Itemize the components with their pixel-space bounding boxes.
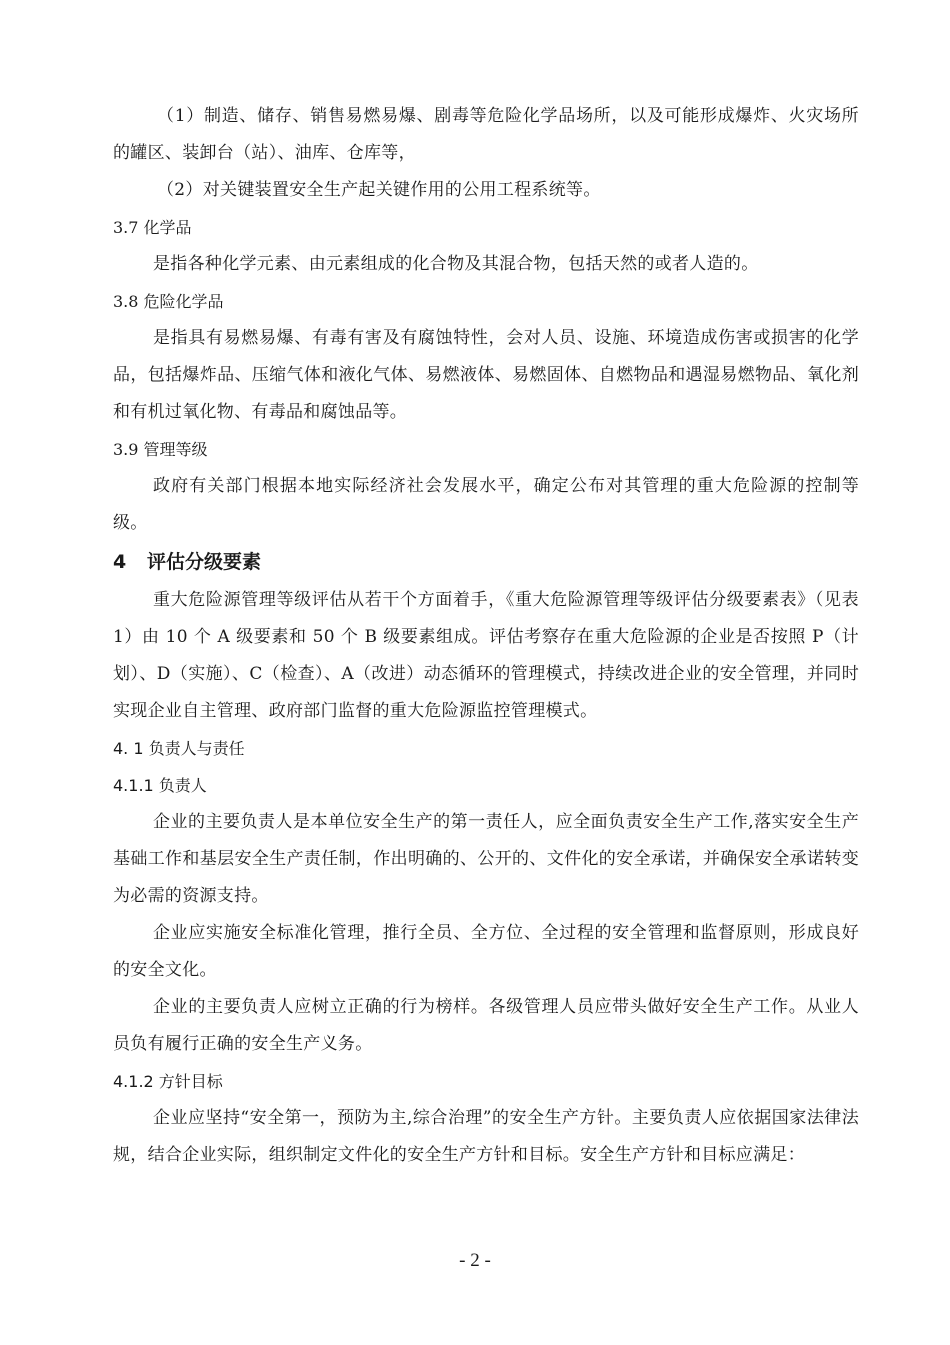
section-3-8-paragraph: 是指具有易燃易爆、有毒有害及有腐蚀特性，会对人员、设施、环境造成伤害或损害的化学品，包括爆炸品、压缩气体和液化气体、易燃液体、易燃固体、自燃物品和遇湿易燃物品、氧化剂和有机过氧化物、有毒品和腐蚀品等。 xyxy=(113,328,859,422)
section-4-1-1-paragraph-3: 企业的主要负责人应树立正确的行为榜样。各级管理人员应带头做好安全生产工作。从业人员负有履行正确的安全生产义务。 xyxy=(113,997,859,1054)
section-4-paragraph: 重大危险源管理等级评估从若干个方面着手，《重大危险源管理等级评估分级要素表》（见表 1）由 10 个 A 级要素和 50 个 B 级要素组成。评估考察存在重大危险源的企业是否按照 P（计划）、D（实施）、C（检查）、A（改进）动态循环的管理模式，持续改进企业的安全管理，并同时实现企业自主管理、政府部门监督的重大危险源监控管理模式。 xyxy=(113,590,859,721)
section-4-number: 4 xyxy=(113,551,127,573)
section-4-1-1-paragraph-2: 企业应实施安全标准化管理，推行全员、全方位、全过程的安全管理和监督原则，形成良好的安全文化。 xyxy=(113,923,859,980)
list-item-1: （1）制造、储存、销售易燃易爆、剧毒等危险化学品场所，以及可能形成爆炸、火灾场所的罐区、装卸台（站）、油库、仓库等， xyxy=(113,106,859,163)
section-3-9-heading: 3.9 管理等级 xyxy=(113,440,208,459)
section-3-7-heading: 3.7 化学品 xyxy=(113,218,192,237)
section-4-1-2-heading: 4.1.2 方针目标 xyxy=(113,1072,223,1091)
section-4-heading xyxy=(113,542,859,582)
section-4-title: 评估分级要素 xyxy=(147,551,262,573)
section-4-1-1-heading: 4.1.1 负责人 xyxy=(113,776,207,795)
section-3-8-heading: 3.8 危险化学品 xyxy=(113,292,224,311)
document-body xyxy=(113,98,859,1174)
section-3-7-paragraph: 是指各种化学元素、由元素组成的化合物及其混合物，包括天然的或者人造的。 xyxy=(153,254,759,274)
section-4-1-1-paragraph-1: 企业的主要负责人是本单位安全生产的第一责任人，应全面负责安全生产工作,落实安全生产基础工作和基层安全生产责任制，作出明确的、公开的、文件化的安全承诺，并确保安全承诺转变为必需的资源支持。 xyxy=(113,812,859,906)
section-4-1-heading: 4. 1 负责人与责任 xyxy=(113,739,245,758)
section-3-9-paragraph: 政府有关部门根据本地实际经济社会发展水平，确定公布对其管理的重大危险源的控制等级。 xyxy=(113,476,859,533)
list-item-2: （2）对关键装置安全生产起关键作用的公用工程系统等。 xyxy=(157,180,601,200)
page-number: - 2 - xyxy=(459,1250,491,1271)
section-4-1-2-paragraph-1: 企业应坚持“安全第一，预防为主,综合治理”的安全生产方针。主要负责人应依据国家法律法规，结合企业实际，组织制定文件化的安全生产方针和目标。安全生产方针和目标应满足： xyxy=(113,1108,859,1165)
